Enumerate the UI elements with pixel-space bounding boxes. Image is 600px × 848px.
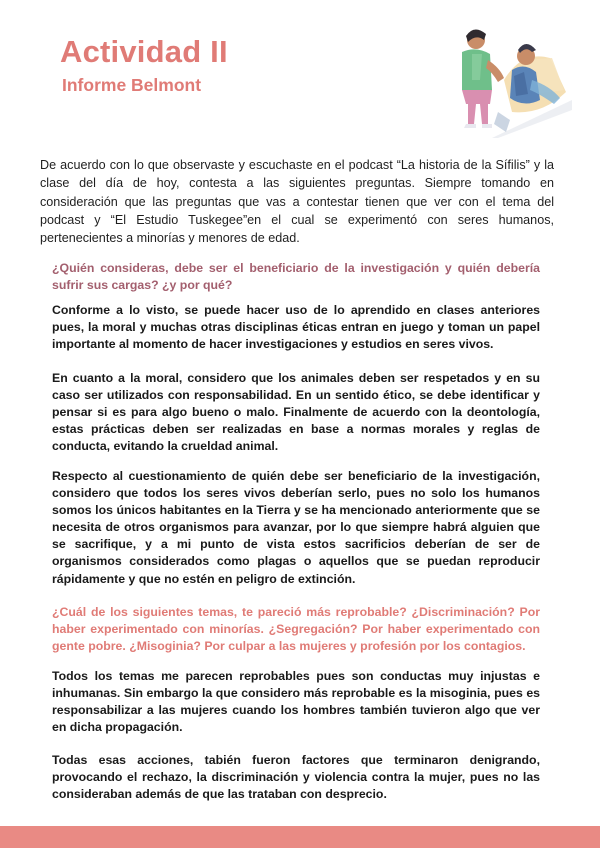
answer-2-paragraph-1: Todos los temas me parecen reprobables pues son conductas muy injustas e inhumanas. Sin embargo la que considero más reprobable es la misoginia, pues es responsabilizar a las mujeres cuando los hombres también tuvieron algo que ver en dicha propagación.	[52, 669, 540, 735]
answer-2-paragraph-2: Todas esas acciones, tabién fueron factores que terminaron denigrando, provocando el rechazo, la discriminación y violencia contra la mujer, pues no las consideraban además de que las trataban con desprecio.	[52, 753, 540, 802]
doctor-patient-illustration	[432, 20, 572, 138]
answer-1-paragraph-3: Respecto al cuestionamiento de quién debe ser beneficiario de la investigación, considero que todos los seres vivos deberían serlo, pues no solo los humanos somos los únicos habitantes en la Tierra y se ha mencionado anteriormente que se necesita de otros organismos para avanzar, por lo que siempre habrá alguien que se sacrifique, y a mi punto de vista estos sacrificios deberían de ser de organismos considerados como plagas o aquellos que se puedan reproducir rápidamente y que no estén en peligro de extinción.	[52, 469, 540, 586]
answer-1-paragraph-1: Conforme a lo visto, se puede hacer uso de lo aprendido en clases anteriores pues, la moral y muchas otras disciplinas éticas entran en juego y toman un papel importante al momento de hacer investigaciones y estudios en seres vivos.	[52, 303, 540, 352]
question-2: ¿Cuál de los siguientes temas, te pareció más reprobable? ¿Discriminación? Por haber experimentado con minorías. ¿Segregación? Por haber experimentado con gente pobre. ¿Misoginia? Por culpar a las mujeres y profesión por los contagios.	[52, 605, 540, 653]
answer-1-paragraph-2: En cuanto a la moral, considero que los animales deben ser respetados y en su caso ser utilizados con responsabilidad. En un sentido ético, se debe identificar y pensar si es para algo bueno o malo. Finalmente de acuerdo con la deontología, estas prácticas deben ser realizadas en base a normas morales y reglas de conducta, evitando la crueldad animal.	[52, 371, 540, 454]
page-title: Actividad II	[60, 34, 228, 69]
question-1: ¿Quién consideras, debe ser el beneficiario de la investigación y quién debería sufrir sus cargas? ¿y por qué?	[52, 261, 540, 292]
footer-bar	[0, 826, 600, 848]
intro-paragraph: De acuerdo con lo que observaste y escuchaste en el podcast “La historia de la Sífilis” y la clase del día de hoy, contesta a las siguientes preguntas. Siempre tomando en consideración que las preguntas que vas a contestar tienen que ver con el tema del podcast y “El Estudio Tuskegee”en el cual se experimentó con seres humanos, pertenecientes a minorías y menores de edad.	[40, 158, 554, 246]
page-subtitle: Informe Belmont	[62, 75, 202, 95]
